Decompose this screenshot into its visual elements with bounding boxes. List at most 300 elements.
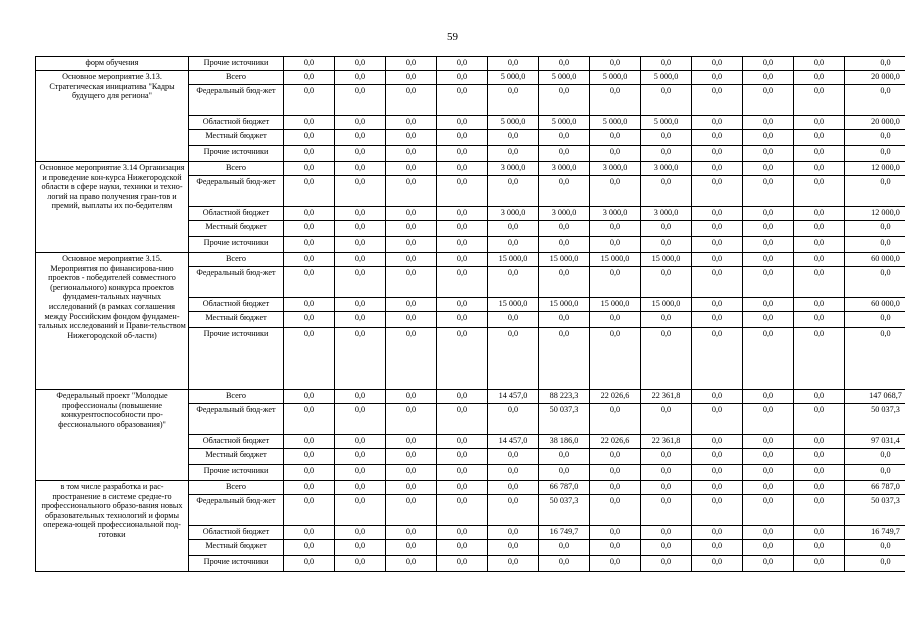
year-value-cell: 0,0 [437, 481, 488, 495]
year-value-cell: 0,0 [794, 57, 845, 71]
year-value-cell: 14 457,0 [488, 435, 539, 449]
table-row [36, 390, 905, 404]
year-value-cell: 0,0 [794, 540, 845, 556]
year-value-cell: 0,0 [335, 390, 386, 404]
year-value-cell: 0,0 [386, 176, 437, 207]
year-value-cell: 0,0 [386, 495, 437, 526]
year-value-cell: 0,0 [335, 435, 386, 449]
year-value-cell: 0,0 [641, 465, 692, 481]
year-value-cell: 0,0 [437, 85, 488, 116]
funding-source: Областной бюджет [189, 298, 284, 312]
year-value-cell: 0,0 [641, 221, 692, 237]
year-value-cell: 0,0 [641, 237, 692, 253]
year-value-cell: 0,0 [539, 540, 590, 556]
year-value-cell: 0,0 [692, 116, 743, 130]
year-value-cell: 0,0 [488, 221, 539, 237]
year-value-cell: 0,0 [488, 237, 539, 253]
year-value-cell: 3 000,0 [539, 162, 590, 176]
year-value-cell: 0,0 [284, 526, 335, 540]
year-value-cell: 0,0 [743, 404, 794, 435]
funding-source: Местный бюджет [189, 540, 284, 556]
table-row [36, 162, 905, 176]
year-value-cell: 0,0 [794, 328, 845, 390]
year-value-cell: 0,0 [335, 481, 386, 495]
year-value-cell: 0,0 [386, 130, 437, 146]
year-value-cell: 0,0 [743, 556, 794, 572]
year-value-cell: 0,0 [692, 465, 743, 481]
year-value-cell: 0,0 [743, 162, 794, 176]
page-number: 59 [447, 31, 458, 43]
year-value-cell: 0,0 [794, 85, 845, 116]
funding-source: Федеральный бюд-жет [189, 85, 284, 116]
year-value-cell: 0,0 [284, 176, 335, 207]
activity-description: Основное мероприятие 3.14 Организация и проведение кон-курса Нижегородской области в сфере науки, техники и техно-логий на право получения гран-тов и премий, выплаты их по-бедителям [36, 162, 189, 253]
year-value-cell: 0,0 [386, 221, 437, 237]
year-value-cell: 0,0 [539, 449, 590, 465]
year-value-cell: 0,0 [692, 162, 743, 176]
year-value-cell: 0,0 [437, 71, 488, 85]
year-value-cell: 0,0 [284, 495, 335, 526]
total-value-cell: 12 000,0 [845, 207, 905, 221]
year-value-cell: 0,0 [284, 146, 335, 162]
total-value-cell: 50 037,3 [845, 404, 905, 435]
year-value-cell: 0,0 [743, 328, 794, 390]
year-value-cell: 0,0 [794, 404, 845, 435]
year-value-cell: 0,0 [386, 404, 437, 435]
year-value-cell: 0,0 [692, 267, 743, 298]
year-value-cell: 0,0 [590, 267, 641, 298]
year-value-cell: 3 000,0 [488, 162, 539, 176]
year-value-cell: 0,0 [590, 465, 641, 481]
year-value-cell: 3 000,0 [488, 207, 539, 221]
year-value-cell: 0,0 [284, 71, 335, 85]
funding-source: Всего [189, 390, 284, 404]
year-value-cell: 0,0 [386, 435, 437, 449]
year-value-cell: 0,0 [437, 57, 488, 71]
year-value-cell: 0,0 [335, 540, 386, 556]
year-value-cell: 0,0 [437, 130, 488, 146]
year-value-cell: 0,0 [284, 312, 335, 328]
year-value-cell: 0,0 [284, 540, 335, 556]
year-value-cell: 0,0 [488, 540, 539, 556]
year-value-cell: 0,0 [335, 221, 386, 237]
year-value-cell: 0,0 [692, 237, 743, 253]
year-value-cell: 0,0 [386, 390, 437, 404]
year-value-cell: 3 000,0 [641, 207, 692, 221]
year-value-cell: 0,0 [794, 465, 845, 481]
year-value-cell: 15 000,0 [641, 298, 692, 312]
year-value-cell: 0,0 [386, 449, 437, 465]
year-value-cell: 50 037,3 [539, 404, 590, 435]
year-value-cell: 0,0 [539, 57, 590, 71]
year-value-cell: 0,0 [335, 253, 386, 267]
year-value-cell: 0,0 [386, 312, 437, 328]
year-value-cell: 0,0 [437, 237, 488, 253]
year-value-cell: 0,0 [743, 298, 794, 312]
year-value-cell: 22 026,6 [590, 435, 641, 449]
year-value-cell: 5 000,0 [539, 116, 590, 130]
year-value-cell: 0,0 [386, 237, 437, 253]
activity-description: в том числе разработка и рас-пространение в системе средне-го профессионального образо-вания новых образовательных технологий и формы опережа-ющей профессиональной под-готовки [36, 481, 189, 572]
year-value-cell: 0,0 [794, 176, 845, 207]
funding-source: Прочие источники [189, 237, 284, 253]
year-value-cell: 0,0 [590, 404, 641, 435]
funding-source: Прочие источники [189, 57, 284, 71]
total-value-cell: 0,0 [845, 540, 905, 556]
year-value-cell: 0,0 [641, 312, 692, 328]
year-value-cell: 0,0 [488, 57, 539, 71]
year-value-cell: 0,0 [692, 176, 743, 207]
year-value-cell: 0,0 [743, 85, 794, 116]
year-value-cell: 0,0 [692, 495, 743, 526]
year-value-cell: 0,0 [590, 237, 641, 253]
year-value-cell: 0,0 [743, 481, 794, 495]
year-value-cell: 0,0 [641, 130, 692, 146]
year-value-cell: 0,0 [284, 85, 335, 116]
year-value-cell: 0,0 [437, 465, 488, 481]
funding-source: Местный бюджет [189, 130, 284, 146]
year-value-cell: 0,0 [743, 312, 794, 328]
year-value-cell: 15 000,0 [590, 253, 641, 267]
year-value-cell: 0,0 [437, 116, 488, 130]
year-value-cell: 0,0 [488, 85, 539, 116]
funding-source: Всего [189, 71, 284, 85]
year-value-cell: 0,0 [386, 146, 437, 162]
year-value-cell: 0,0 [794, 221, 845, 237]
year-value-cell: 22 026,6 [590, 390, 641, 404]
year-value-cell: 0,0 [488, 176, 539, 207]
year-value-cell: 5 000,0 [488, 71, 539, 85]
year-value-cell: 0,0 [488, 481, 539, 495]
year-value-cell: 0,0 [692, 390, 743, 404]
year-value-cell: 0,0 [488, 495, 539, 526]
year-value-cell: 0,0 [692, 207, 743, 221]
total-value-cell: 97 031,4 [845, 435, 905, 449]
year-value-cell: 0,0 [386, 116, 437, 130]
funding-source: Областной бюджет [189, 207, 284, 221]
year-value-cell: 0,0 [590, 449, 641, 465]
activity-description: форм обучения [36, 57, 189, 71]
year-value-cell: 0,0 [386, 57, 437, 71]
year-value-cell: 0,0 [335, 465, 386, 481]
year-value-cell: 0,0 [335, 298, 386, 312]
total-value-cell: 20 000,0 [845, 116, 905, 130]
year-value-cell: 0,0 [488, 526, 539, 540]
year-value-cell: 0,0 [284, 298, 335, 312]
year-value-cell: 0,0 [743, 146, 794, 162]
activity-description: Федеральный проект "Молодые профессионалы (повышение конкурентоспособности про-фессионального образования)" [36, 390, 189, 481]
year-value-cell: 0,0 [641, 57, 692, 71]
table-row [36, 481, 905, 495]
year-value-cell: 0,0 [692, 312, 743, 328]
year-value-cell: 0,0 [692, 526, 743, 540]
year-value-cell: 0,0 [692, 221, 743, 237]
funding-source: Федеральный бюд-жет [189, 404, 284, 435]
funding-source: Прочие источники [189, 465, 284, 481]
funding-source: Местный бюджет [189, 312, 284, 328]
year-value-cell: 0,0 [590, 221, 641, 237]
year-value-cell: 0,0 [743, 267, 794, 298]
year-value-cell: 0,0 [488, 404, 539, 435]
year-value-cell: 0,0 [335, 449, 386, 465]
year-value-cell: 15 000,0 [488, 298, 539, 312]
funding-source: Прочие источники [189, 146, 284, 162]
year-value-cell: 0,0 [437, 495, 488, 526]
total-value-cell: 0,0 [845, 328, 905, 390]
year-value-cell: 0,0 [692, 556, 743, 572]
year-value-cell: 0,0 [437, 162, 488, 176]
year-value-cell: 0,0 [692, 328, 743, 390]
year-value-cell: 0,0 [539, 176, 590, 207]
year-value-cell: 0,0 [794, 162, 845, 176]
year-value-cell: 0,0 [284, 130, 335, 146]
year-value-cell: 0,0 [386, 465, 437, 481]
funding-source: Всего [189, 253, 284, 267]
year-value-cell: 5 000,0 [641, 71, 692, 85]
year-value-cell: 0,0 [692, 57, 743, 71]
year-value-cell: 5 000,0 [590, 71, 641, 85]
funding-source: Местный бюджет [189, 449, 284, 465]
year-value-cell: 5 000,0 [539, 71, 590, 85]
year-value-cell: 5 000,0 [641, 116, 692, 130]
year-value-cell: 0,0 [284, 449, 335, 465]
year-value-cell: 0,0 [743, 71, 794, 85]
total-value-cell: 60 000,0 [845, 298, 905, 312]
year-value-cell: 0,0 [284, 481, 335, 495]
year-value-cell: 0,0 [743, 253, 794, 267]
year-value-cell: 0,0 [641, 328, 692, 390]
year-value-cell: 0,0 [641, 481, 692, 495]
year-value-cell: 0,0 [794, 556, 845, 572]
year-value-cell: 15 000,0 [641, 253, 692, 267]
year-value-cell: 50 037,3 [539, 495, 590, 526]
year-value-cell: 0,0 [641, 85, 692, 116]
year-value-cell: 0,0 [284, 162, 335, 176]
year-value-cell: 0,0 [386, 556, 437, 572]
year-value-cell: 0,0 [794, 526, 845, 540]
total-value-cell: 0,0 [845, 556, 905, 572]
year-value-cell: 0,0 [539, 267, 590, 298]
year-value-cell: 0,0 [743, 435, 794, 449]
year-value-cell: 0,0 [437, 267, 488, 298]
year-value-cell: 0,0 [335, 85, 386, 116]
total-value-cell: 0,0 [845, 312, 905, 328]
year-value-cell: 0,0 [590, 481, 641, 495]
year-value-cell: 0,0 [539, 237, 590, 253]
year-value-cell: 0,0 [335, 328, 386, 390]
total-value-cell: 66 787,0 [845, 481, 905, 495]
year-value-cell: 0,0 [284, 116, 335, 130]
year-value-cell: 0,0 [692, 540, 743, 556]
year-value-cell: 0,0 [386, 540, 437, 556]
year-value-cell: 0,0 [794, 449, 845, 465]
year-value-cell: 0,0 [539, 328, 590, 390]
total-value-cell: 0,0 [845, 449, 905, 465]
year-value-cell: 0,0 [641, 540, 692, 556]
year-value-cell: 0,0 [590, 495, 641, 526]
year-value-cell: 0,0 [743, 449, 794, 465]
total-value-cell: 0,0 [845, 57, 905, 71]
total-value-cell: 0,0 [845, 237, 905, 253]
year-value-cell: 0,0 [386, 71, 437, 85]
year-value-cell: 0,0 [335, 267, 386, 298]
year-value-cell: 0,0 [437, 207, 488, 221]
year-value-cell: 0,0 [743, 176, 794, 207]
year-value-cell: 0,0 [692, 146, 743, 162]
funding-source: Областной бюджет [189, 526, 284, 540]
year-value-cell: 0,0 [335, 207, 386, 221]
funding-source: Федеральный бюд-жет [189, 267, 284, 298]
year-value-cell: 0,0 [743, 207, 794, 221]
year-value-cell: 0,0 [743, 116, 794, 130]
year-value-cell: 0,0 [386, 526, 437, 540]
year-value-cell: 0,0 [692, 253, 743, 267]
year-value-cell: 0,0 [794, 130, 845, 146]
budget-table [35, 56, 905, 572]
year-value-cell: 0,0 [641, 449, 692, 465]
year-value-cell: 0,0 [794, 146, 845, 162]
year-value-cell: 0,0 [590, 130, 641, 146]
funding-source: Федеральный бюд-жет [189, 495, 284, 526]
funding-source: Областной бюджет [189, 435, 284, 449]
funding-source: Федеральный бюд-жет [189, 176, 284, 207]
year-value-cell: 0,0 [743, 465, 794, 481]
year-value-cell: 0,0 [284, 390, 335, 404]
year-value-cell: 0,0 [488, 556, 539, 572]
year-value-cell: 0,0 [743, 130, 794, 146]
year-value-cell: 0,0 [539, 221, 590, 237]
total-value-cell: 147 068,7 [845, 390, 905, 404]
year-value-cell: 0,0 [641, 556, 692, 572]
total-value-cell: 20 000,0 [845, 71, 905, 85]
year-value-cell: 0,0 [284, 328, 335, 390]
year-value-cell: 5 000,0 [488, 116, 539, 130]
year-value-cell: 0,0 [437, 221, 488, 237]
year-value-cell: 0,0 [590, 176, 641, 207]
year-value-cell: 0,0 [743, 57, 794, 71]
year-value-cell: 0,0 [284, 207, 335, 221]
year-value-cell: 0,0 [539, 465, 590, 481]
total-value-cell: 0,0 [845, 176, 905, 207]
total-value-cell: 0,0 [845, 85, 905, 116]
year-value-cell: 0,0 [284, 556, 335, 572]
table-row [36, 71, 905, 85]
year-value-cell: 22 361,8 [641, 390, 692, 404]
year-value-cell: 0,0 [692, 481, 743, 495]
year-value-cell: 0,0 [539, 85, 590, 116]
year-value-cell: 0,0 [437, 556, 488, 572]
year-value-cell: 5 000,0 [590, 116, 641, 130]
year-value-cell: 14 457,0 [488, 390, 539, 404]
year-value-cell: 0,0 [641, 526, 692, 540]
year-value-cell: 0,0 [794, 298, 845, 312]
year-value-cell: 0,0 [386, 207, 437, 221]
year-value-cell: 0,0 [539, 146, 590, 162]
year-value-cell: 0,0 [590, 526, 641, 540]
year-value-cell: 0,0 [743, 390, 794, 404]
year-value-cell: 0,0 [437, 298, 488, 312]
year-value-cell: 0,0 [539, 312, 590, 328]
year-value-cell: 0,0 [488, 312, 539, 328]
year-value-cell: 0,0 [590, 85, 641, 116]
year-value-cell: 0,0 [794, 267, 845, 298]
year-value-cell: 0,0 [539, 556, 590, 572]
year-value-cell: 0,0 [335, 146, 386, 162]
year-value-cell: 0,0 [335, 526, 386, 540]
total-value-cell: 0,0 [845, 221, 905, 237]
year-value-cell: 0,0 [488, 146, 539, 162]
year-value-cell: 0,0 [641, 495, 692, 526]
year-value-cell: 0,0 [335, 556, 386, 572]
year-value-cell: 0,0 [794, 312, 845, 328]
year-value-cell: 0,0 [335, 176, 386, 207]
year-value-cell: 0,0 [284, 404, 335, 435]
activity-description: Основное мероприятие 3.13. Стратегическая инициатива "Кадры будущего для региона" [36, 71, 189, 162]
year-value-cell: 0,0 [284, 237, 335, 253]
year-value-cell: 0,0 [284, 253, 335, 267]
year-value-cell: 0,0 [437, 404, 488, 435]
year-value-cell: 0,0 [794, 495, 845, 526]
year-value-cell: 0,0 [437, 146, 488, 162]
funding-source: Местный бюджет [189, 221, 284, 237]
year-value-cell: 0,0 [335, 162, 386, 176]
year-value-cell: 38 186,0 [539, 435, 590, 449]
year-value-cell: 0,0 [590, 540, 641, 556]
funding-source: Всего [189, 162, 284, 176]
year-value-cell: 3 000,0 [539, 207, 590, 221]
year-value-cell: 0,0 [386, 267, 437, 298]
year-value-cell: 0,0 [488, 130, 539, 146]
year-value-cell: 0,0 [743, 526, 794, 540]
year-value-cell: 0,0 [437, 435, 488, 449]
year-value-cell: 88 223,3 [539, 390, 590, 404]
year-value-cell: 0,0 [437, 526, 488, 540]
funding-source: Областной бюджет [189, 116, 284, 130]
year-value-cell: 0,0 [641, 267, 692, 298]
year-value-cell: 0,0 [335, 237, 386, 253]
year-value-cell: 0,0 [437, 449, 488, 465]
year-value-cell: 0,0 [590, 556, 641, 572]
year-value-cell: 0,0 [743, 495, 794, 526]
year-value-cell: 0,0 [743, 237, 794, 253]
year-value-cell: 15 000,0 [539, 298, 590, 312]
funding-source: Прочие источники [189, 556, 284, 572]
year-value-cell: 0,0 [437, 253, 488, 267]
year-value-cell: 22 361,8 [641, 435, 692, 449]
total-value-cell: 16 749,7 [845, 526, 905, 540]
year-value-cell: 0,0 [437, 312, 488, 328]
year-value-cell: 0,0 [386, 85, 437, 116]
year-value-cell: 0,0 [641, 404, 692, 435]
year-value-cell: 0,0 [335, 495, 386, 526]
total-value-cell: 0,0 [845, 146, 905, 162]
year-value-cell: 0,0 [590, 57, 641, 71]
year-value-cell: 0,0 [284, 465, 335, 481]
year-value-cell: 15 000,0 [488, 253, 539, 267]
year-value-cell: 0,0 [794, 481, 845, 495]
year-value-cell: 0,0 [386, 328, 437, 390]
year-value-cell: 0,0 [590, 146, 641, 162]
year-value-cell: 0,0 [386, 298, 437, 312]
year-value-cell: 0,0 [641, 176, 692, 207]
year-value-cell: 0,0 [590, 328, 641, 390]
year-value-cell: 3 000,0 [590, 207, 641, 221]
year-value-cell: 0,0 [794, 237, 845, 253]
year-value-cell: 0,0 [692, 85, 743, 116]
funding-source: Всего [189, 481, 284, 495]
year-value-cell: 0,0 [692, 130, 743, 146]
year-value-cell: 0,0 [335, 71, 386, 85]
